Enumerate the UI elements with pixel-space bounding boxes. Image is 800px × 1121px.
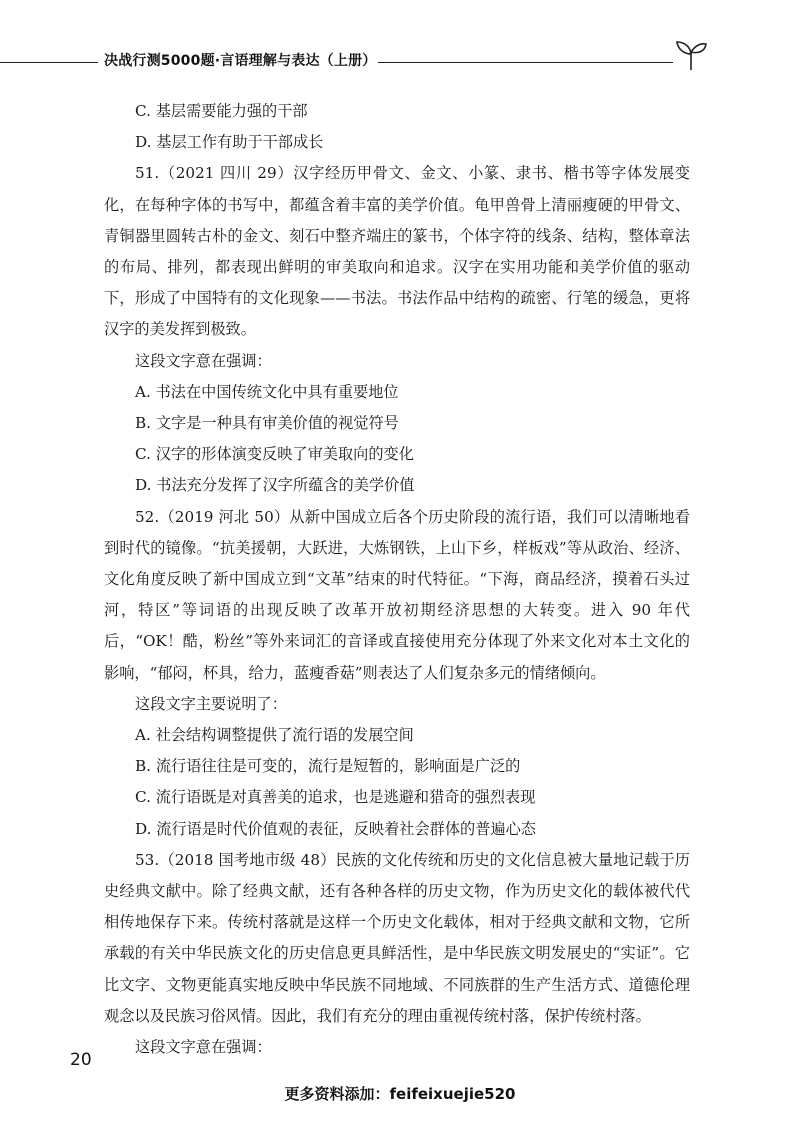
option-item: B. 流行语往往是可变的，流行是短暂的，影响面是广泛的 bbox=[135, 757, 521, 776]
header-rule-right bbox=[378, 62, 673, 63]
footer-note: 更多资料添加：feifeixuejie520 bbox=[284, 1085, 516, 1103]
header-rule-left bbox=[0, 62, 98, 63]
sprout-icon bbox=[673, 38, 709, 72]
option-item: C. 基层需要能力强的干部 bbox=[135, 102, 308, 120]
option-item: A. 社会结构调整提供了流行语的发展空间 bbox=[135, 726, 414, 745]
option-item: A. 书法在中国传统文化中具有重要地位 bbox=[135, 382, 399, 401]
question-prompt: 这段文字意在强调： bbox=[135, 1038, 272, 1057]
question-prompt: 这段文字主要说明了： bbox=[135, 694, 287, 713]
question-stem: 51.（2021 四川 29）汉字经历甲骨文、金文、小篆、隶书、楷书等字体发展变化，在每种字体的书写中，都蕴含着丰富的美学价值。龟甲兽骨上清丽瘦硬的甲骨文、青铜器里圆转古朴的金文、刻石中整齐端庄的篆书，个体字符的线条、结构，整体章法的布局、排列，都表现出鲜明的审美取向和追求。汉字在实用功能和美学价值的驱动下，形成了中国特有的文化现象——书法。书法作品中结构的疏密、行笔的缓急，更将汉字的美发挥到极致。 bbox=[104, 164, 690, 339]
option-item: C. 汉字的形体演变反映了审美取向的变化 bbox=[135, 445, 414, 464]
option-item: D. 流行语是时代价值观的表征，反映着社会群体的普遍心态 bbox=[135, 819, 536, 838]
running-header bbox=[0, 48, 800, 76]
option-item: C. 流行语既是对真善美的追求，也是逃避和猎奇的强烈表现 bbox=[135, 788, 536, 807]
question-stem: 53.（2018 国考地市级 48）民族的文化传统和历史的文化信息被大量地记载于历史经典文献中。除了经典文献，还有各种各样的历史文物，作为历史文化的载体被代代相传地保存下来。传统村落就是这样一个历史文化载体，相对于经典文献和文物，它所承载的有关中华民族文化的历史信息更具鲜活性，是中华民族文明发展史的“实证”。它比文字、文物更能真实地反映中华民族不同地域、不同族群的生产生活方式、道德伦理观念以及民族习俗风情。因此，我们有充分的理由重视传统村落，保护传统村落。 bbox=[104, 850, 690, 1025]
option-item: D. 基层工作有助于干部成长 bbox=[135, 133, 324, 152]
page-number: 20 bbox=[70, 1050, 92, 1070]
option-item: D. 书法充分发挥了汉字所蕴含的美学价值 bbox=[135, 476, 415, 495]
header-title: 决战行测5000题·言语理解与表达（上册） bbox=[104, 53, 377, 69]
question-prompt: 这段文字意在强调： bbox=[135, 351, 272, 370]
option-item: B. 文字是一种具有审美价值的视觉符号 bbox=[135, 414, 399, 433]
page-body bbox=[104, 96, 690, 1063]
question-stem: 52.（2019 河北 50）从新中国成立后各个历史阶段的流行语，我们可以清晰地看到时代的镜像。“抗美援朝，大跃进，大炼钢铁，上山下乡，样板戏”等从政治、经济、文化角度反映了新中国成立到“文革”结束的时代特征。“下海，商品经济，摸着石头过河，特区”等词语的出现反映了改革开放初期经济思想的大转变。进入 90 年代后，“OK！酷，粉丝”等外来词汇的音译或直接使用充分体现了外来文化对本土文化的影响，“郁闷，杯具，给力，蓝瘦香菇”则表达了人们复杂多元的情绪倾向。 bbox=[104, 507, 690, 682]
